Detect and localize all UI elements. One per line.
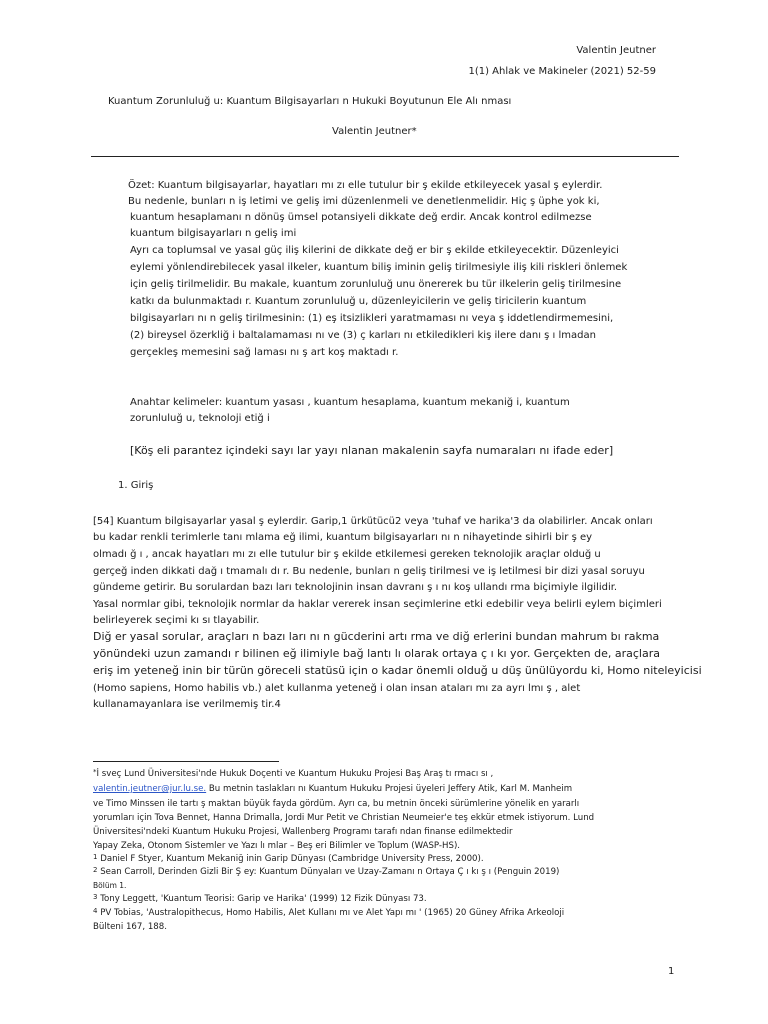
footnote-text: Tony Leggett, 'Kuantum Teorisi: Garip ve Harika' (1999) 12 Fizik Dünyası 73. xyxy=(97,894,427,904)
body-line: Yasal normlar gibi, teknolojik normlar da haklar vererek insan seçimlerine etki edebilir veya belirli eylem biçimleri xyxy=(93,599,662,610)
footnote-number: 2 xyxy=(93,866,98,874)
abstract-line: kuantum bilgisayarları n geliş imi xyxy=(130,228,297,239)
body-line: belirleyerek seçimi kı sı tlayabilir. xyxy=(93,615,260,626)
keywords-line: Anahtar kelimeler: kuantum yasası , kuantum hesaplama, kuantum mekaniğ i, kuantum xyxy=(130,397,570,408)
footnote-star-line: yorumları için Tova Bennet, Hanna Drimalla, Jordi Mur Petit ve Christian Neumeier'e teş ekkür etmek istiyorum. Lund xyxy=(93,813,595,823)
abstract-line: Ayrı ca toplumsal ve yasal güç iliş kilerini de dikkate değ er bir ş ekilde etkileyecektir. Düzenleyici xyxy=(130,245,619,256)
abstract-line: (2) bireysel özerkliğ i baltalamaması nı ve (3) ç karları nı etkiledikleri kiş ilere danı ş ı lmadan xyxy=(130,330,596,341)
footnote-2-cont: Bölüm 1. xyxy=(93,881,127,890)
abstract-line: katkı da bulunmaktadı r. Kuantum zorunluluğ u, düzenleyicilerin ve geliş tiricilerin kuantum xyxy=(130,296,587,307)
body-line: (Homo sapiens, Homo habilis vb.) alet kullanma yeteneğ i olan insan ataları mı za ayrı lmı ş , alet xyxy=(93,683,581,694)
abstract-line: kuantum hesaplamanı n dönüş ümsel potansiyeli dikkate değ erdir. Ancak kontrol edilmezse xyxy=(130,212,592,223)
byline: Valentin Jeutner* xyxy=(332,126,417,137)
body-line: [54] Kuantum bilgisayarlar yasal ş eylerdir. Garip,1 ürkütücü2 veya 'tuhaf ve harika'3 da olabilirler. Ancak onları xyxy=(93,516,653,527)
title-rule xyxy=(91,156,679,157)
footnote-4 xyxy=(93,907,564,920)
footnote-4-cont: Bülteni 167, 188. xyxy=(93,922,167,932)
body-line: Diğ er yasal sorular, araçları n bazı ları nı n gücderini artı rma ve diğ erlerini bundan mahrum bı rakma xyxy=(93,630,660,643)
footnote-text: İ sveç Lund Üniversitesi'nde Hukuk Doçenti ve Kuantum Hukuku Projesi Baş Araş tı rmacı sı , xyxy=(96,769,494,779)
abstract-line: Bu nedenle, bunları n iş letimi ve geliş imi düzenlenmeli ve denetlenmelidir. Hiç ş üphe yok ki, xyxy=(128,196,600,207)
running-author: Valentin Jeutner xyxy=(576,45,656,56)
footnote-star-line: ve Timo Minssen ile tartı ş maktan büyük fayda gördüm. Ayrı ca, bu metnin önceki sürümlerine yönelik en yararlı xyxy=(93,799,580,809)
abstract-line: Özet: Kuantum bilgisayarlar, hayatları mı zı elle tutulur bir ş ekilde etkileyecek yasal ş eylerdir. xyxy=(128,180,603,191)
article-title: Kuantum Zorunluluğ u: Kuantum Bilgisayarları n Hukuki Boyutunun Ele Alı nması xyxy=(108,96,512,107)
footnote-star xyxy=(93,768,493,781)
keywords-line: zorunluluğ u, teknoloji etiğ i xyxy=(130,413,270,424)
footnote-number: 1 xyxy=(93,853,98,861)
page-number: 1 xyxy=(668,966,675,977)
abstract-line: bilgisayarları nı n geliş tirilmesinin: (1) eş itsizlikleri yaratmaması nı veya ş iddetlendirmemesini, xyxy=(130,313,614,324)
footnote-text: PV Tobias, 'Australopithecus, Homo Habilis, Alet Kullanı mı ve Alet Yapı mı ' (1965) 20 Güney Afrika Arkeoloji xyxy=(97,908,565,918)
footnote-2 xyxy=(93,866,559,879)
section-heading: 1. Giriş xyxy=(118,480,154,491)
body-line: eriş im yeteneğ inin bir türün göreceli statüsü için o kadar önemli olduğ u düş ünülüyordu ki, Homo niteleyicisi xyxy=(93,664,702,677)
body-line: gündeme getirir. Bu sorulardan bazı ları teknolojinin insan davranı ş ı nı koş ullandı rma biçimiyle ilgilidir. xyxy=(93,582,618,593)
footnote-number: 3 xyxy=(93,893,98,901)
bracket-note: [Köş eli parantez içindeki sayı lar yayı nlanan makalenin sayfa numaraları nı ifade eder] xyxy=(130,444,614,457)
footnote-star-line: Üniversitesi'ndeki Kuantum Hukuku Projesi, Wallenberg Programı tarafı ndan finanse edilmektedir xyxy=(93,827,513,837)
abstract-line: için geliş tirilmelidir. Bu makale, kuantum zorunluluğ unu önererek bu tür ilkelerin geliş tirilmesine xyxy=(130,279,622,290)
footnote-3 xyxy=(93,893,427,906)
body-line: bu kadar renkli terimlerle tanı mlama eğ ilimi, kuantum bilgisayarları nı n nihayetinde sihirli bir ş ey xyxy=(93,532,593,543)
footnote-rule xyxy=(93,761,279,762)
footnote-text: Bu metnin taslakları nı Kuantum Hukuku Projesi üyeleri Jeffery Atik, Karl M. Manheim xyxy=(206,784,573,794)
abstract-line: eylemi yönlendirebilecek yasal ilkeler, kuantum biliş iminin geliş tirilmesiyle iliş kili riskleri önlemek xyxy=(130,262,628,273)
footnote-1 xyxy=(93,853,484,866)
footnote-star-line: Yapay Zeka, Otonom Sistemler ve Yazı lı mlar – Beş eri Bilimler ve Toplum (WASP-HS). xyxy=(93,841,461,851)
footnote-star-line xyxy=(93,783,572,796)
body-line: yönündeki uzun zamandı r bilinen eğ ilimiyle bağ lantı lı olarak ortaya ç ı kı yor. Gerçekten de, araçlara xyxy=(93,647,660,660)
body-line: kullanamayanlara ise verilmemiş tir.4 xyxy=(93,699,281,710)
footnote-text: Sean Carroll, Derinden Gizli Bir Ş ey: Kuantum Dünyaları ve Uzay-Zamanı n Ortaya Ç ı kı ş ı (Penguin 2019) xyxy=(97,867,560,877)
footnote-text: Daniel F Styer, Kuantum Mekaniğ inin Garip Dünyası (Cambridge University Press, 2000). xyxy=(97,854,484,864)
abstract-line: gerçekleş memesini sağ laması nı ş art koş maktadı r. xyxy=(130,347,399,358)
footnote-number: 4 xyxy=(93,907,98,915)
author-email-link[interactable]: valentin.jeutner@jur.lu.se. xyxy=(93,784,207,794)
journal-citation: 1(1) Ahlak ve Makineler (2021) 52-59 xyxy=(468,66,656,77)
body-line: gerçeğ inden dikkati dağ ı tmamalı dı r. Bu nedenle, bunları n geliş tirilmesi ve iş letilmesi bir dizi yasal soruyu xyxy=(93,566,645,577)
footnote-mark: * xyxy=(93,768,97,776)
body-line: olmadı ğ ı , ancak hayatları mı zı elle tutulur bir ş ekilde etkilemesi gereken teknolojik araçlar olduğ u xyxy=(93,549,601,560)
